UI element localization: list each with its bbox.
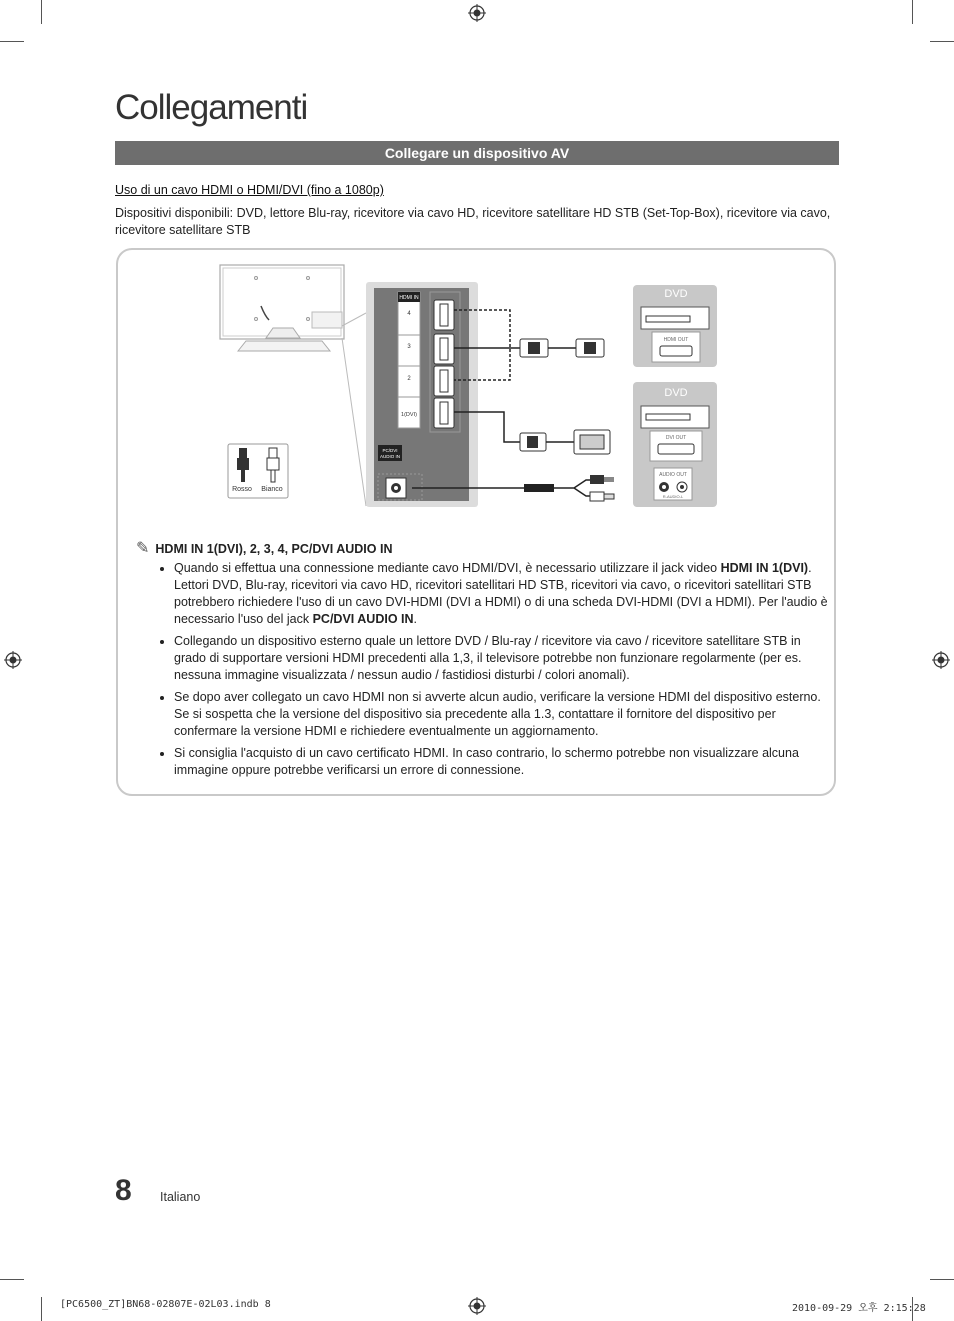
subtitle: Uso di un cavo HDMI o HDMI/DVI (fino a 1080p)	[115, 183, 384, 197]
section-title: Collegare un dispositivo AV	[115, 141, 839, 165]
footer-date-info: 2010-09-29 오후 2:15:28	[792, 1303, 926, 1314]
plug-label-white: Bianco	[261, 486, 283, 493]
hdmi-port-label: HDMI IN	[399, 295, 419, 301]
page-number: 8	[115, 1174, 132, 1207]
device-label: DVD	[664, 387, 688, 399]
crop-mark	[930, 41, 954, 42]
crop-mark	[41, 1297, 42, 1321]
pc-audio-label: AUDIO IN	[379, 454, 401, 459]
port-number: 1(DVI)	[401, 412, 417, 418]
plug-label-red: Rosso	[232, 486, 252, 493]
note-text: Quando si effettua una connessione mediante cavo HDMI/DVI, è necessario utilizzare il jack video	[174, 561, 721, 575]
note-bold: HDMI IN 1(DVI)	[720, 561, 809, 575]
device-label: DVD	[664, 288, 688, 300]
note-bold: PC/DVI AUDIO IN	[312, 612, 414, 626]
port-label: DVI OUT	[665, 435, 687, 441]
language-label: Italiano	[160, 1190, 201, 1204]
registration-mark-icon	[468, 4, 486, 22]
pencil-icon: ✎	[136, 540, 150, 557]
crop-mark	[0, 1279, 24, 1280]
notes-heading-text: HDMI IN 1(DVI), 2, 3, 4, PC/DVI AUDIO IN	[155, 542, 393, 556]
registration-mark-icon	[932, 651, 950, 669]
list-item: • Si consiglia l'acquisto di un cavo certificato HDMI. In caso contrario, lo schermo potrebbe non visualizzare alcuna immagine oppure potrebbe verificarsi un errore di connessione.	[174, 745, 836, 779]
notes-heading	[136, 538, 392, 558]
port-label: HDMI OUT	[663, 337, 689, 343]
pc-audio-label: PC/DVI	[382, 448, 398, 453]
list-item: • Collegando un dispositivo esterno quale un lettore DVD / Blu-ray / ricevitore via cavo / ricevitore satellitare STB in grado di supportare versioni HDMI precedenti alla 1,3, il televisore potrebbe non funzionare regolarmente (per es. nessuna immagine visualizzata / nessun audio / fastidiosi disturbi / colori anomali).	[174, 633, 836, 684]
list-item	[174, 560, 836, 628]
port-number: 3	[407, 344, 411, 350]
description: Dispositivi disponibili: DVD, lettore Blu-ray, ricevitore via cavo HD, ricevitore satellitare HD STB (Set-Top-Box), ricevitore via cavo, ricevitore satellitare STB	[115, 206, 831, 237]
footer-file-info: [PC6500_ZT]BN68-02807E-02L03.indb 8	[60, 1299, 271, 1310]
crop-mark	[41, 0, 42, 24]
list-item: • Se dopo aver collegato un cavo HDMI non si avverte alcun audio, verificare la versione HDMI del dispositivo esterno. Se si sospetta che la versione del dispositivo sia precedente alla 1.3, contattare il fornitore del dispositivo per confermare la versione HDMI e richiedere eventualmente un aggiornamento.	[174, 689, 836, 740]
port-number: 4	[407, 311, 411, 317]
connection-diagram	[116, 248, 836, 538]
registration-mark-icon	[468, 1297, 486, 1315]
note-text: . Lettori DVD, Blu-ray, ricevitori via cavo HD, ricevitori satellitari HD STB, ricevitori via cavo, o ricevitori satellitari STB potrebbero richiedere l'uso di un cavo DVI-HDMI (DVI a HDMI) o di una scheda DVI-HDMI (DVI a HDMI). Per l'audio è necessario l'uso del jack	[174, 561, 828, 626]
crop-mark	[930, 1279, 954, 1280]
crop-mark	[0, 41, 24, 42]
port-number: 2	[407, 376, 411, 382]
note-text: .	[413, 612, 417, 626]
port-label: AUDIO OUT	[659, 472, 687, 478]
port-label: R-AUDIO-L	[662, 494, 684, 499]
page-title: Collegamenti	[115, 88, 308, 127]
registration-mark-icon	[4, 651, 22, 669]
notes-list	[158, 560, 836, 784]
crop-mark	[912, 0, 913, 24]
